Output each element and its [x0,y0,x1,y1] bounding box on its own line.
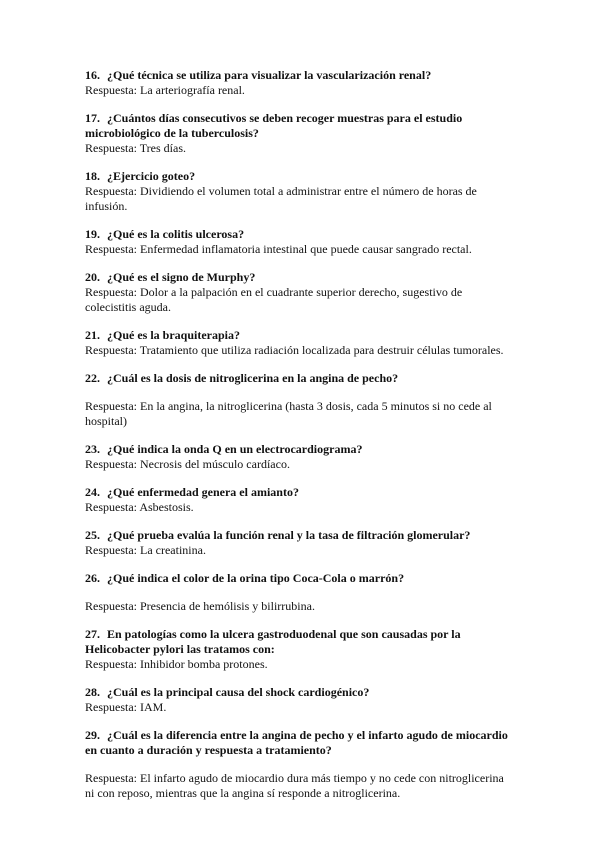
qa-item-29 [85,728,515,801]
answer: Respuesta: Necrosis del músculo cardíaco. [85,457,290,471]
question [85,270,515,285]
question-number: 25. [85,528,100,542]
qa-item-21 [85,328,515,358]
answer: Respuesta: Dividiendo el volumen total a administrar entre el número de horas de infusión. [85,184,477,213]
question [85,528,515,543]
question-text: ¿Ejercicio goteo? [107,169,196,183]
qa-item-17 [85,111,515,156]
question-text: ¿Qué indica el color de la orina tipo Coca-Cola o marrón? [107,571,405,585]
qa-item-24 [85,485,515,515]
question-number: 21. [85,328,100,342]
question [85,442,515,457]
question-number: 27. [85,627,100,641]
question-number: 19. [85,227,100,241]
qa-item-26 [85,571,515,614]
question [85,685,515,700]
question [85,627,515,657]
question-number: 20. [85,270,100,284]
answer: Respuesta: Asbestosis. [85,500,194,514]
question-text: ¿Qué indica la onda Q en un electrocardiograma? [107,442,363,456]
qa-item-27 [85,627,515,672]
question [85,371,515,386]
question-number: 26. [85,571,100,585]
question-number: 29. [85,728,100,742]
qa-item-22 [85,371,515,429]
question [85,328,515,343]
question [85,169,515,184]
question-number: 18. [85,169,100,183]
question-number: 22. [85,371,100,385]
question-text: ¿Qué técnica se utiliza para visualizar la vascularización renal? [107,68,432,82]
qa-item-23 [85,442,515,472]
question [85,571,515,586]
answer: Respuesta: IAM. [85,700,167,714]
answer: Respuesta: Tres días. [85,141,187,155]
qa-item-25 [85,528,515,558]
question [85,68,515,83]
qa-item-16 [85,68,515,98]
question-text: ¿Qué enfermedad genera el amianto? [107,485,299,499]
question-text: ¿Cuántos días consecutivos se deben recoger muestras para el estudio microbiológico de la tuberculosis? [85,111,463,140]
answer: Respuesta: Inhibidor bomba protones. [85,657,268,671]
answer: Respuesta: Tratamiento que utiliza radiación localizada para destruir células tumorales. [85,343,504,357]
question-number: 16. [85,68,100,82]
question [85,111,515,141]
qa-item-18 [85,169,515,214]
answer: Respuesta: En la angina, la nitroglicerina (hasta 3 dosis, cada 5 minutos si no cede al hospital) [85,399,492,428]
question-text: ¿Cuál es la principal causa del shock cardiogénico? [107,685,370,699]
question-text: ¿Qué es la colitis ulcerosa? [107,227,245,241]
question-text: ¿Qué es la braquiterapia? [107,328,241,342]
qa-item-19 [85,227,515,257]
answer: Respuesta: Presencia de hemólisis y bilirrubina. [85,599,315,613]
question [85,227,515,242]
question-text: ¿Qué es el signo de Murphy? [107,270,256,284]
question-text: En patologías como la ulcera gastroduodenal que son causadas por la Helicobacter pylori las tratamos con: [85,627,461,656]
question-text: ¿Cuál es la diferencia entre la angina de pecho y el infarto agudo de miocardio en cuanto a duración y respuesta a tratamiento? [85,728,508,757]
question [85,485,515,500]
question-number: 24. [85,485,100,499]
question [85,728,515,758]
qa-item-28 [85,685,515,715]
answer: Respuesta: El infarto agudo de miocardio dura más tiempo y no cede con nitroglicerina ni con reposo, mientras que la angina sí responde a nitroglicerina. [85,771,504,800]
qa-item-20 [85,270,515,315]
answer: Respuesta: Enfermedad inflamatoria intestinal que puede causar sangrado rectal. [85,242,472,256]
question-number: 23. [85,442,100,456]
question-number: 28. [85,685,100,699]
question-number: 17. [85,111,100,125]
answer: Respuesta: La arteriografía renal. [85,83,245,97]
question-text: ¿Cuál es la dosis de nitroglicerina en la angina de pecho? [107,371,399,385]
question-text: ¿Qué prueba evalúa la función renal y la tasa de filtración glomerular? [107,528,471,542]
answer: Respuesta: La creatinina. [85,543,206,557]
answer: Respuesta: Dolor a la palpación en el cuadrante superior derecho, sugestivo de colecistitis aguda. [85,285,463,314]
